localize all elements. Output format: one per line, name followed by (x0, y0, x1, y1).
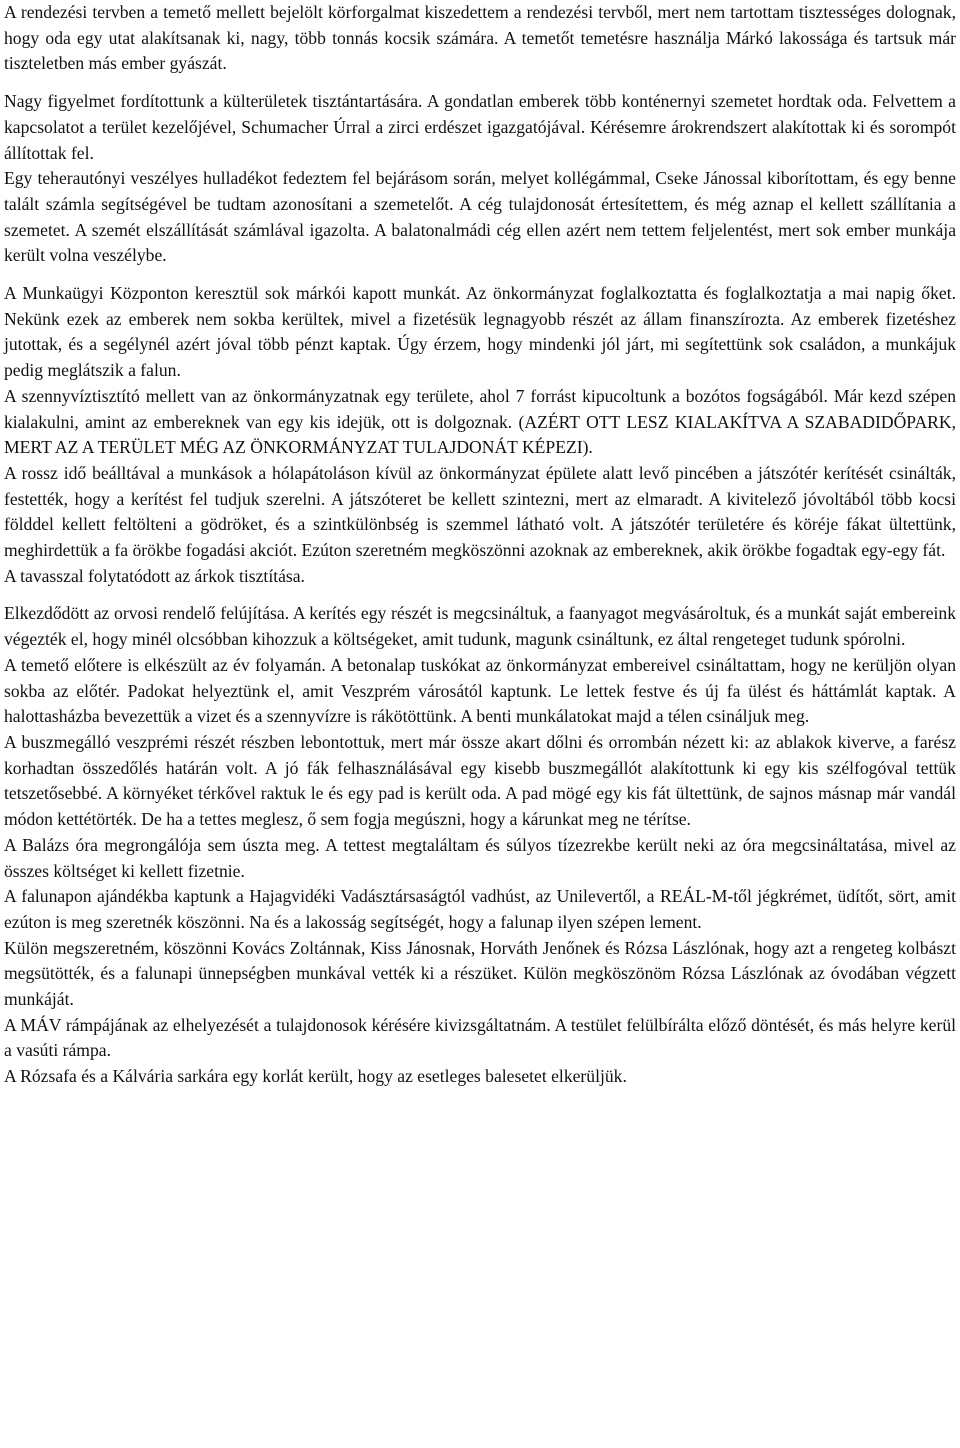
paragraph-mav-ramp: A MÁV rámpájának az elhelyezését a tulajdonosok kérésére kivizsgáltatnám. A testület felülbírálta előző döntését, és más helyre kerül a vasúti rámpa. (4, 1014, 956, 1061)
paragraph-springs: A szennyvíztisztító mellett van az önkormányzatnak egy területe, ahol 7 forrást kipucoltunk a bozótos fogságából. Már kezd szépen kialakulni, amint az embereknek van egy kis idejük, ott is dolgoznak. (AZÉRT OTT LESZ KIALAKÍTVA A SZABADIDŐPARK, MERT AZ A TERÜLET MÉG AZ ÖNKORMÁNYZAT TULAJDONÁT KÉPEZI). (4, 385, 956, 458)
paragraph-employment: A Munkaügyi Központon keresztül sok márkói kapott munkát. Az önkormányzat foglalkoztatta és foglalkoztatja a mai napig őket. Nekünk ezek az emberek nem sokba kerültek, mivel a fizetésük legnagyobb részét az állam finanszírozta. Az emberek fizetéshez jutottak, és a segélynél azért jóval több pénzt kaptak. Úgy érzem, hogy mindenki jól járt, mi segítettünk sok családon, a munkájuk pedig meglátszik a falun. (4, 283, 956, 381)
paragraph-cemetery-entrance: A temető előtere is elkészült az év folyamán. A betonalap tuskókat az önkormányzat embereivel csináltattam, hogy ne kerüljön olyan sokba az előtér. Padokat helyeztünk el, amit Veszprém városától kaptunk. Le lettek festve és új fa ülést és háttámlát kaptak. A halottasházba bevezettük a vizet és a szennyvízre is rákötöttünk. A benti munkálatokat majd a télen csináljuk meg. (4, 654, 956, 727)
paragraph-roundabout: A rendezési tervben a temető mellett bejelölt körforgalmat kiszedettem a rendezési tervből, mert nem tartottam tisztességes dolognak, hogy oda egy utat alakítsanak ki, nagy, több tonnás kocsik számára. A temetőt temetésre használja Márkó lakossága és tartsuk már tiszteletben más ember gyászát. (4, 2, 956, 74)
paragraph-ditches: A tavasszal folytatódott az árkok tisztítása. (4, 565, 305, 586)
paragraph-thanks: Külön megszeretném, köszönni Kovács Zoltánnak, Kiss Jánosnak, Horváth Jenőnek és Rózsa Lászlónak, hogy azt a rengeteg kolbászt megsütötték, és a falunapi ünnepségben munkával vették ki a részüket. Külön megköszönöm Rózsa Lászlónak az óvodában végzett munkáját. (4, 937, 956, 1010)
paragraph-surgery-renovation: Elkezdődött az orvosi rendelő felújítása. A kerítés egy részét is megcsináltuk, a faanyagot megvásároltuk, és a munkát saját embereink végezték el, hogy minél olcsóbban kihozzuk a költségeket, amit tudunk, magunk csináltunk, ez által rengeteget tudunk spórolni. (4, 603, 956, 650)
paragraph-hazardous-waste: Egy teherautónyi veszélyes hulladékot fedeztem fel bejárásom során, melyet kollégámmal, Cseke Jánossal kiborítottam, és egy benne talált számla segítségével be tudtam azonosítani a szemetelőt. A cég tulajdonosát értesítettem, és még aznap el kellett szállítania a szemetet. A szemét elszállítását számlával igazolta. A balatonalmádi cég ellen azért nem tettem feljelentést, mert sok ember munkája került volna veszélybe. (4, 168, 956, 266)
paragraph-bus-stop: A buszmegálló veszprémi részét részben lebontottuk, mert már össze akart dőlni és orrombán nézett ki: az ablakok kiverve, a farész korhadtan összedőlés határán volt. A jó fák felhasználásával egy kisebb buszmegállót alakítottunk ki egy kis szélfogóval tettük tetszetősebbé. A környéket térkővel raktuk le és egy pad is került oda. A pad mögé egy kis fát ültettünk, de sajnos másnap már vandál módon kettétörték. De ha a tettes meglesz, ő sem fogja megúszni, hogy a kárunkat meg ne térítse. (4, 731, 956, 830)
paragraph-railing: A Rózsafa és a Kálvária sarkára egy korlát került, hogy az esetleges balesetet elkerüljük. (4, 1066, 627, 1087)
paragraph-playground: A rossz idő beálltával a munkások a hólapátoláson kívül az önkormányzat épülete alatt levő pincében a játszótér kerítését csinálták, festették, hogy a kerítést fel tudjuk szerelni. A játszóteret be kellett szintezni, mert az elmaradt. A kivitelező jóvoltából több kocsi földdel kellett feltölteni a gödröket, és a szintkülönbség is szemmel látható volt. A játszótér területére és köréje fákat ültettünk, meghirdettük a fa örökbe fogadási akciót. Ezúton szeretném megköszönni azoknak az embereknek, akik örökbe fogadtak egy-egy fát. (4, 462, 956, 561)
paragraph-outskirts-cleaning: Nagy figyelmet fordítottunk a külterületek tisztántartására. A gondatlan emberek több konténernyi szemetet hordtak oda. Felvettem a kapcsolatot a terület kezelőjével, Schumacher Úrral a zirci erdészet igazgatójával. Kérésemre árokrendszert alakítottak ki és sorompót állítottak fel. (4, 91, 956, 163)
paragraph-village-day: A falunapon ajándékba kaptunk a Hajagvidéki Vadásztársaságtól vadhúst, az Unilevertől, a REÁL-M-től jégkrémet, üdítőt, sört, amit ezúton is meg szeretnék köszönni. Na és a lakosság segítségét, hogy a falunap ilyen szépen lement. (4, 886, 956, 932)
paragraph-clock-vandal: A Balázs óra megrongálója sem úszta meg. A tettest megtaláltam és súlyos tízezrekbe került neki az óra megcsináltatása, mivel az összes költséget ki kellett fizetnie. (4, 834, 956, 881)
document-page (4, 0, 956, 1090)
